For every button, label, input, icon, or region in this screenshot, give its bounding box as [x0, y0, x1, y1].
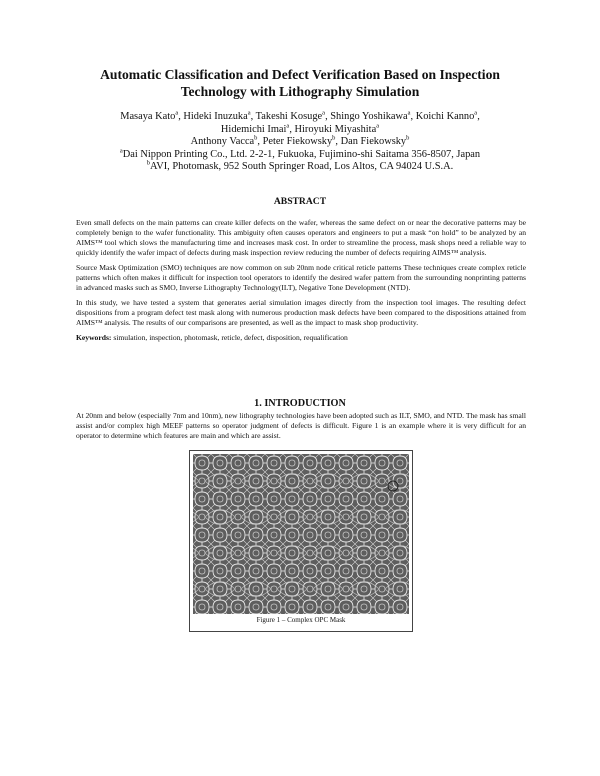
author-line [70, 149, 530, 162]
abstract-paragraph-2: Source Mask Optimization (SMO) techniques are now common on sub 20nm node critical reticle patterns These techniques create complex reticle patterns which often makes it difficult for inspection tool operators to identify the desired wafer pattern from the surrounding nonprinting patterns in advanced masks such as SMO, Inverse Lithography Technology(ILT), Negative Tone Development (NTD). [76, 263, 526, 292]
figure-1-caption: Figure 1 – Complex OPC Mask [256, 616, 346, 624]
author-text: , Peter Fiekowsky [257, 136, 333, 148]
author-text: , Hiroyuki Miyashita [289, 123, 377, 135]
affiliation-mark: b [254, 134, 258, 142]
title-line-1: Automatic Classification and Defect Verification Based on Inspection [100, 67, 500, 82]
affiliation-mark: a [175, 109, 179, 117]
affiliation-mark: b [406, 134, 410, 142]
author-text: , Shingo Yoshikawa [325, 111, 408, 122]
figure-1 [189, 450, 413, 632]
keywords-label: Keywords: [76, 333, 112, 342]
author-text: , Hideki Inuzuka [178, 111, 248, 122]
author-text: Anthony Vacca [190, 136, 255, 148]
abstract-heading: ABSTRACT [273, 196, 327, 207]
figure-1-image [193, 454, 409, 614]
affiliation-mark: a [119, 147, 123, 155]
abstract-paragraph-1: Even small defects on the main patterns can create killer defects on the wafer, whereas the same defect on or near the decorative patterns may be completely benign to the wafer functionality. This ambiguity often causes operators and engineers to put a mask “on hold” to be analyzed by an AIMS™ tool which slows the manufacturing time and increases mask cost. In order to streamline the process, mask shops need a reliable way to quickly identify the wafer impact of defects during mask inspection review reducing the number of defects requiring AIMS™ analysis. [76, 218, 526, 257]
intro-paragraph-1: At 20nm and below (especially 7nm and 10nm), new lithography technologies have been adopted such as ILT, SMO, and NTD. The mask has small assist and/or complex high MEEF patterns so operator judgment of defects is difficult. Figure 1 is an example where it is very difficult for an operator to determine which features are main and which are assist. [76, 411, 526, 440]
author-text: , Takeshi Kosuge [250, 111, 323, 122]
affiliation-mark: b [146, 159, 151, 167]
title-line-2: Technology with Lithography Simulation [180, 84, 420, 99]
keywords-line [76, 333, 526, 343]
affiliation-mark: a [286, 122, 290, 130]
section-1-heading: 1. INTRODUCTION [254, 398, 346, 409]
author-text: Dai Nippon Printing Co., Ltd. 2-2-1, Fukuoka, Fujimino-shi Saitama 356-8507, Japan [122, 148, 481, 160]
affiliation-mark: a [322, 109, 326, 117]
abstract-paragraph-3: In this study, we have tested a system that generates aerial simulation images directly from the inspection tool images. The resulting defect dispositions from a program defect test mask along with numerous production mask defects have been compared to the dispositions attained from AIMS™ analysis. The results of our comparisons are presented, as well as the impact to mask shop productivity. [76, 298, 526, 327]
paper-title [60, 66, 540, 100]
affiliation-mark: a [407, 109, 411, 117]
author-block [70, 111, 530, 174]
author-line [70, 111, 530, 124]
affiliation-mark: a [474, 109, 478, 117]
author-text: , Dan Fiekowsky [335, 136, 407, 148]
intro-body [76, 411, 526, 446]
author-line [70, 136, 530, 149]
author-text: Masaya Kato [120, 111, 176, 122]
affiliation-mark: a [247, 109, 251, 117]
affiliation-mark: a [376, 122, 380, 130]
affiliation-mark: b [332, 134, 336, 142]
author-line [70, 124, 530, 137]
author-text: Hidemichi Imai [220, 123, 287, 135]
author-text: AVI, Photomask, 952 South Springer Road, Los Altos, CA 94024 U.S.A. [150, 161, 454, 173]
abstract-body [76, 218, 526, 348]
author-line [70, 161, 530, 174]
keywords-text: simulation, inspection, photomask, reticle, defect, disposition, requalification [111, 333, 348, 342]
author-text: , [477, 111, 480, 122]
author-text: , Koichi Kanno [410, 111, 475, 122]
